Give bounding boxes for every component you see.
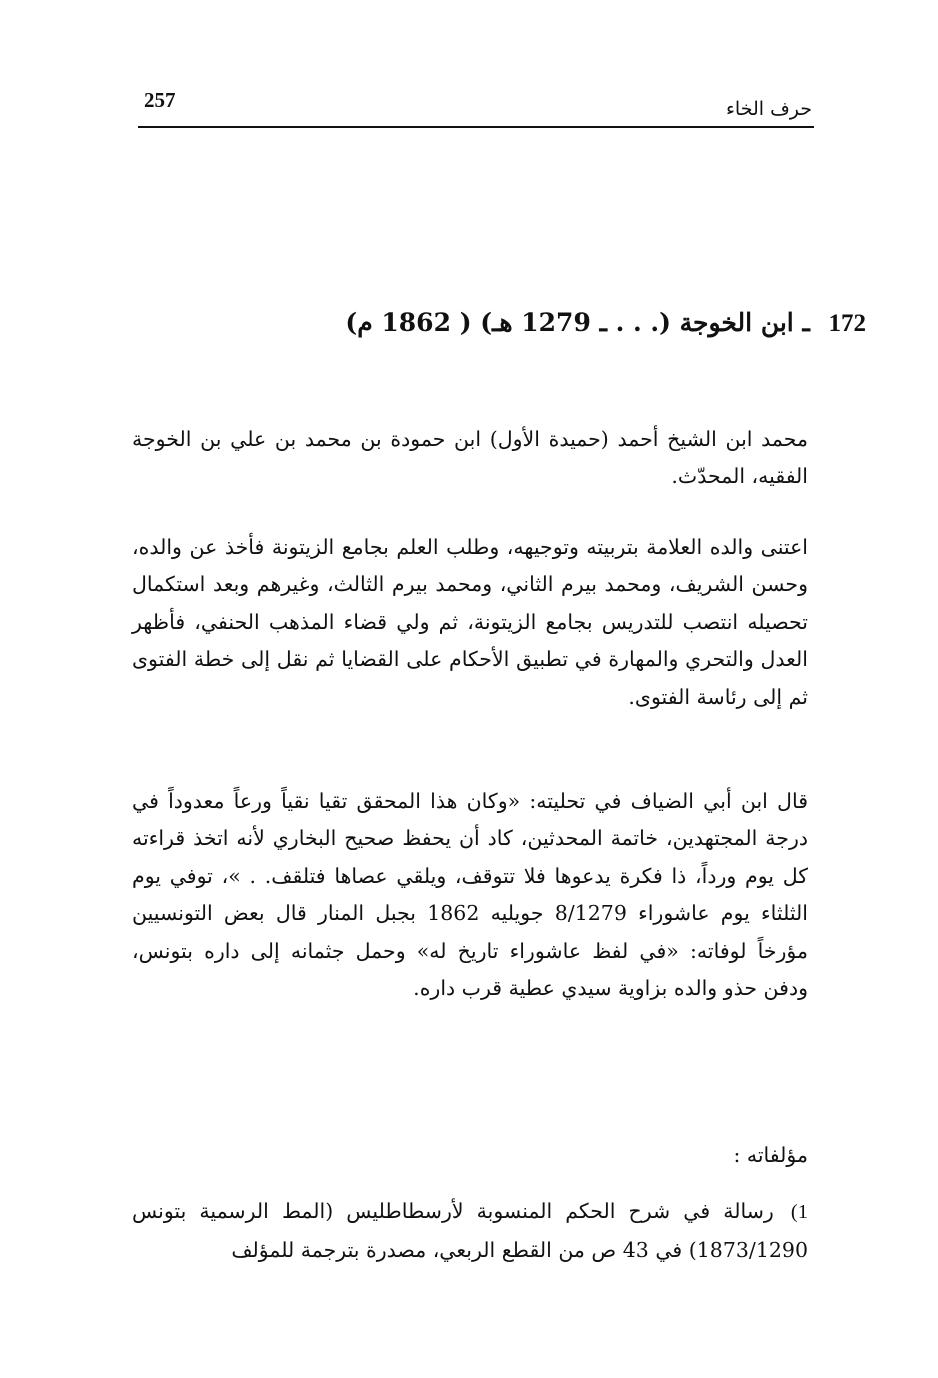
paragraph-lineage: محمد ابن الشيخ أحمد (حميدة الأول) ابن حمودة بن محمد بن علي بن الخوجة الفقيه، المحدّث.: [132, 426, 808, 488]
page-header: [138, 86, 814, 128]
list-item: [132, 1193, 808, 1269]
entry-heading-text: ـ ابن الخوجة (. . . ـ 1279 هـ) ( 1862 م): [345, 308, 810, 337]
paragraph-education: اعتنى والده العلامة بتربيته وتوجيهه، وطلب العلم بجامع الزيتونة فأخذ عن والده، وحسن الشريف، ومحمد بيرم الثاني، ومحمد بيرم الثالث، وغيرهم وبعد استكمال تحصيله انتصب للتدريس بجامع الزيتونة، ثم ولي قضاء المذهب الحنفي، فأظهر العدل والتحري والمهارة في تطبيق الأحكام على القضايا ثم نقل إلى خطة الفتوى ثم إلى رئاسة الفتوى.: [132, 534, 808, 709]
works-item-text: رسالة في شرح الحكم المنسوبة لأرسطاطليس (المط الرسمية بتونس 1873/1290) في 43 ص من القطع الربعي، مصدرة بترجمة للمؤلف: [132, 1199, 808, 1262]
works-list: [132, 1193, 808, 1269]
works-heading: مؤلفاته :: [733, 1143, 808, 1167]
page-number: 257: [144, 88, 176, 112]
chapter-title: حرف الخاء: [725, 98, 812, 120]
works-item-number: 1): [790, 1201, 808, 1223]
entry-title: [166, 308, 866, 338]
paragraph-death: قال ابن أبي الضياف في تحليته: «وكان هذا المحقق تقيا نقياً ورعاً معدوداً في درجة المجتهدين، خاتمة المحدثين، كاد أن يحفظ صحيح البخاري لأنه اتخذ قراءته كل يوم ورداً، ذا فكرة يدعوها فلا تتوقف، ويلقي عصاها فتلقف. . »، توفي يوم الثلثاء يوم عاشوراء 8/1279 جويليه 1862 بجبل المنار قال بعض التونسيين مؤرخاً لوفاته: «في لفظ عاشوراء تاريخ له» وحمل جثمانه إلى داره بتونس، ودفن حذو والده بزاوية سيدي عطية قرب داره.: [132, 788, 808, 1000]
entry-number: 172: [828, 310, 866, 337]
